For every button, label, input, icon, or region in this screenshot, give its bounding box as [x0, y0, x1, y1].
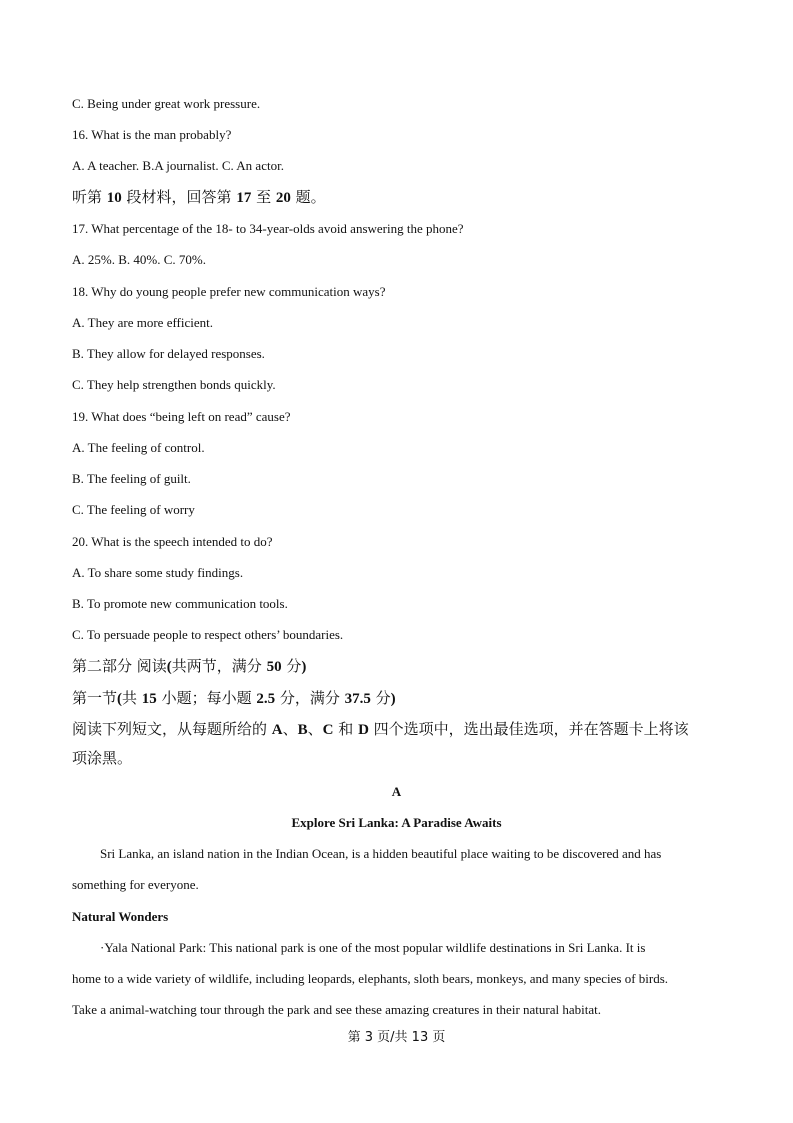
part-two-heading: 第二部分 阅读(共两节，满分 50 分): [72, 657, 307, 675]
q19-option-c: C. The feeling of worry: [72, 502, 195, 517]
q17-options: A. 25%. B. 40%. C. 70%.: [72, 252, 206, 267]
passage-title: Explore Sri Lanka: A Paradise Awaits: [291, 815, 502, 830]
page-footer: 第 3 页/共 13 页: [347, 1030, 446, 1045]
q20-option-b: B. To promote new communication tools.: [72, 596, 288, 611]
q17-question: 17. What percentage of the 18- to 34-year-olds avoid answering the phone?: [72, 221, 464, 236]
paragraph-1-line-2: something for everyone.: [72, 877, 199, 892]
q19-option-a: A. The feeling of control.: [72, 440, 205, 455]
paragraph-2-line-2: home to a wide variety of wildlife, including leopards, elephants, sloth bears, monkeys, and many species of birds.: [72, 971, 669, 986]
q18-option-a: A. They are more efficient.: [72, 315, 214, 330]
q19-option-b: B. The feeling of guilt.: [72, 471, 191, 486]
paragraph-1-line-1: Sri Lanka, an island nation in the Indian Ocean, is a hidden beautiful place waiting to be discovered and has: [100, 846, 662, 861]
paragraph-2-line-3: Take a animal-watching tour through the park and see these amazing creatures in their natural habitat.: [72, 1002, 601, 1017]
passage-letter: A: [391, 784, 402, 799]
paragraph-2-line-1: ·Yala National Park: This national park is one of the most popular wildlife destinations in Sri Lanka. It is: [100, 940, 646, 955]
q15-option-c: C. Being under great work pressure.: [72, 96, 261, 111]
q20-option-c: C. To persuade people to respect others’ boundaries.: [72, 627, 344, 642]
q19-question: 19. What does “being left on read” cause?: [72, 409, 291, 424]
q20-question: 20. What is the speech intended to do?: [72, 534, 273, 549]
q16-question: 16. What is the man probably?: [72, 127, 232, 142]
reading-instruction-line-2: 项涂黑。: [72, 749, 133, 767]
natural-wonders-heading: Natural Wonders: [72, 909, 169, 924]
q18-question: 18. Why do young people prefer new communication ways?: [72, 284, 386, 299]
q16-options: A. A teacher. B.A journalist. C. An actor.: [72, 158, 284, 173]
q20-option-a: A. To share some study findings.: [72, 565, 244, 580]
q18-option-c: C. They help strengthen bonds quickly.: [72, 377, 276, 392]
reading-instruction-line-1: 阅读下列短文，从每题所给的 A、B、C 和 D 四个选项中，选出最佳选项，并在答题卡上将该: [72, 720, 689, 738]
section-10-instruction: 听第 10 段材料，回答第 17 至 20 题。: [72, 188, 326, 206]
q18-option-b: B. They allow for delayed responses.: [72, 346, 265, 361]
section-one-heading: 第一节(共 15 小题；每小题 2.5 分，满分 37.5 分): [72, 689, 396, 707]
